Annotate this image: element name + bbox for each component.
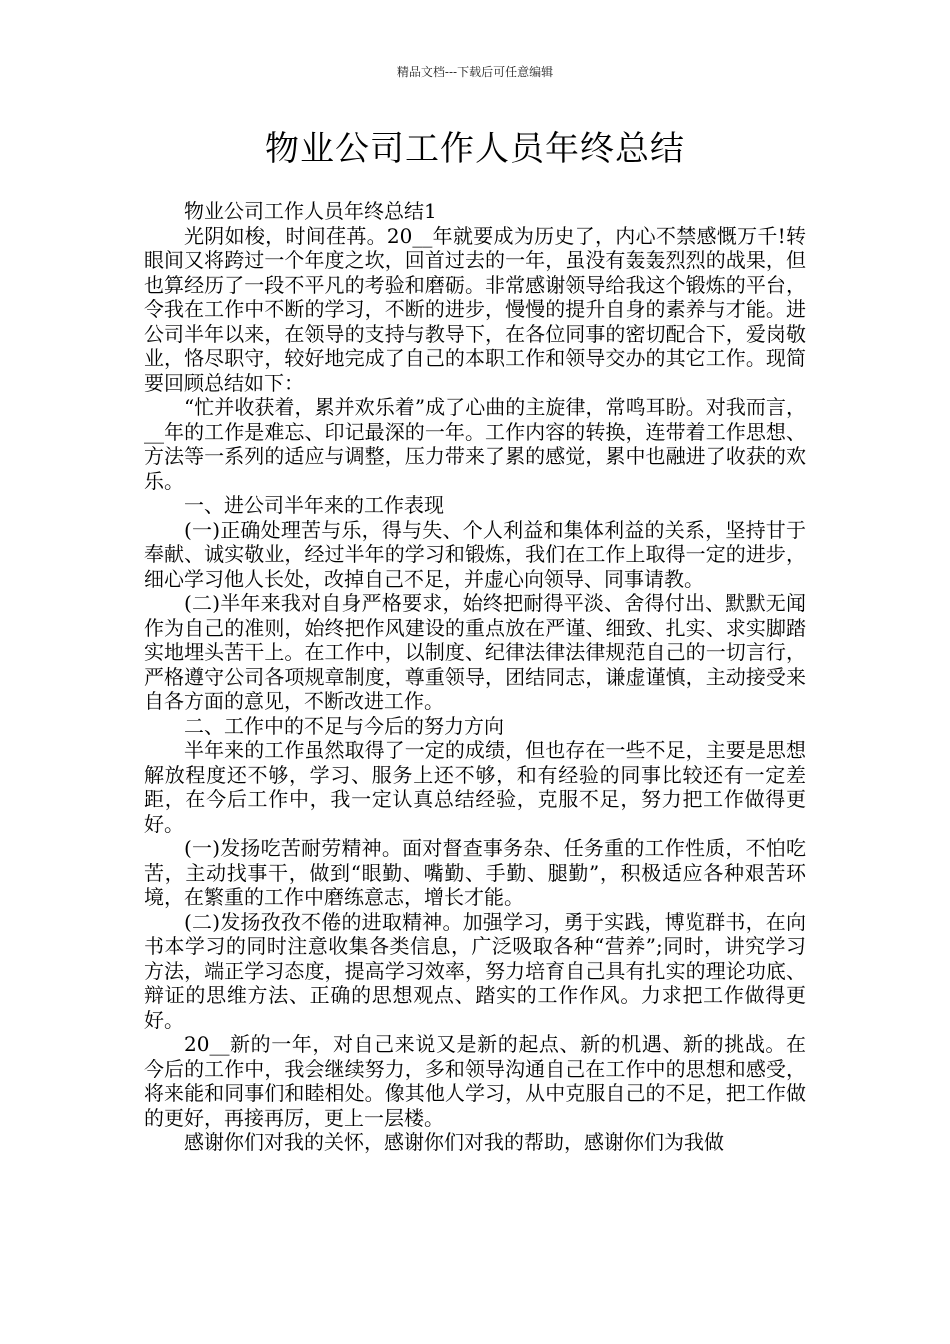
paragraph: (二)发扬孜孜不倦的进取精神。加强学习，勇于实践，博览群书，在向书本学习的同时注意收集各类信息，广泛吸取各种“营养”;同时，讲究学习方法，端正学习态度，提高学习效率，努力培育自己具有扎实的理论功底、辩证的思维方法、正确的思想观点、踏实的工作作风。力求把工作做得更好。: [144, 909, 806, 1032]
section-heading: 一、进公司半年来的工作表现: [184, 493, 444, 517]
paragraph: 20__新的一年，对自己来说又是新的起点、新的机遇、新的挑战。在今后的工作中，我会继续努力，多和领导沟通自己在工作中的思想和感受，将来能和同事们和睦相处。像其他人学习，从中克服自己的不足，把工作做的更好，再接再厉，更上一层楼。: [144, 1032, 806, 1130]
section-heading: 二、工作中的不足与今后的努力方向: [184, 713, 504, 738]
paragraph: (一)正确处理苦与乐，得与失、个人利益和集体利益的关系，坚持甘于奉献、诚实敬业，经过半年的学习和锻炼，我们在工作上取得一定的进步，细心学习他人长处，改掉自己不足，并虚心向领导、同事请教。: [144, 517, 806, 591]
paragraph: 半年来的工作虽然取得了一定的成绩，但也存在一些不足，主要是思想解放程度还不够，学习、服务上还不够，和有经验的同事比较还有一定差距，在今后工作中，我一定认真总结经验，克服不足，努力把工作做得更好。: [144, 738, 806, 836]
paragraph: 感谢你们对我的关怀，感谢你们对我的帮助，感谢你们为我做: [184, 1130, 724, 1154]
document-title: 物业公司工作人员年终总结: [265, 129, 685, 169]
document-body: [144, 199, 806, 1155]
paragraph: 光阴如梭，时间荏苒。20__年就要成为历史了，内心不禁感慨万千!转眼间又将跨过一个年度之坎，回首过去的一年，虽没有轰轰烈烈的战果，但也算经历了一段不平凡的考验和磨砺。非常感谢领导给我这个锻炼的平台，令我在工作中不断的学习，不断的进步，慢慢的提升自身的素养与才能。进公司半年以来，在领导的支持与教导下，在各位同事的密切配合下，爱岗敬业，恪尽职守，较好地完成了自己的本职工作和领导交办的其它工作。现简要回顾总结如下：: [144, 223, 806, 395]
section-subtitle: 物业公司工作人员年终总结1: [184, 199, 437, 223]
paragraph: (一)发扬吃苦耐劳精神。面对督查事务杂、任务重的工作性质，不怕吃苦，主动找事干，做到“眼勤、嘴勤、手勤、腿勤”，积极适应各种艰苦环境，在繁重的工作中磨练意志，增长才能。: [144, 836, 806, 909]
paragraph: “忙并收获着，累并欢乐着”成了心曲的主旋律，常鸣耳盼。对我而言，__年的工作是难忘、印记最深的一年。工作内容的转换，连带着工作思想、方法等一系列的适应与调整，压力带来了累的感觉，累中也融进了收获的欢乐。: [144, 395, 806, 493]
paragraph: (二)半年来我对自身严格要求，始终把耐得平淡、舍得付出、默默无闻作为自己的准则，始终把作风建设的重点放在严谨、细致、扎实、求实脚踏实地埋头苦干上。在工作中，以制度、纪律法律法律规范自己的一切言行，严格遵守公司各项规章制度，尊重领导，团结同志，谦虚谨慎，主动接受来自各方面的意见，不断改进工作。: [144, 591, 806, 713]
header-note: 精品文档---下载后可任意编辑: [396, 65, 554, 79]
